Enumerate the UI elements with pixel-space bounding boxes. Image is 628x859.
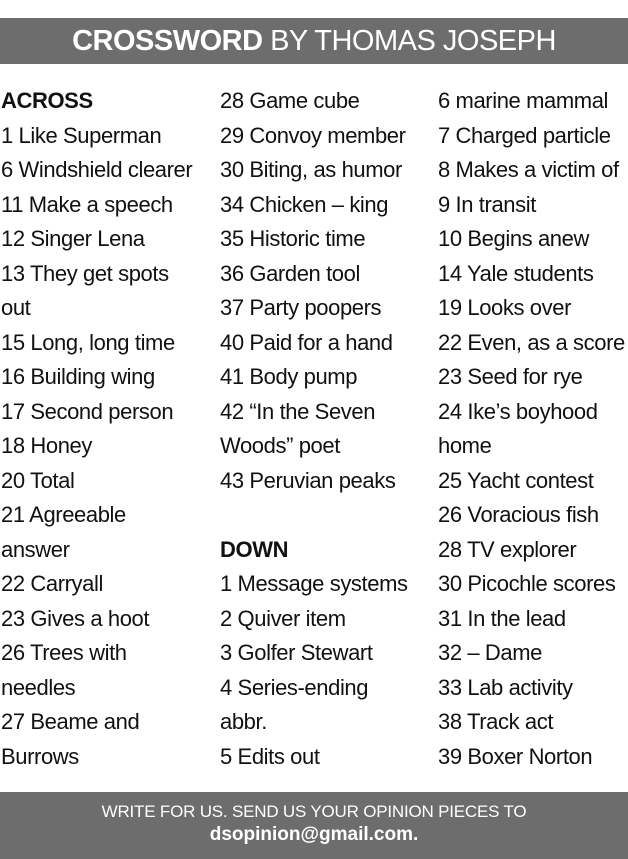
clue-line: 30 Biting, as humor xyxy=(220,157,402,182)
clue-line: 33 Lab activity xyxy=(438,674,573,700)
clues-column-2 xyxy=(220,84,432,774)
clue-line: Woods” poet xyxy=(220,433,340,458)
opinion-footer xyxy=(0,792,628,859)
clue-line: 28 TV explorer xyxy=(438,536,577,562)
clue-line: 8 Makes a victim of xyxy=(438,157,619,182)
down-clues-part-1 xyxy=(220,567,432,774)
clue-line: 9 In transit xyxy=(438,191,536,217)
clue-line: 26 Voracious fish xyxy=(438,502,599,527)
clue-line: 32 – Dame xyxy=(438,640,543,665)
clue-line: 17 Second person xyxy=(1,398,174,424)
clue-line: 23 Gives a hoot xyxy=(1,605,150,631)
clue-line: 20 Total xyxy=(1,467,75,493)
clue-line: home xyxy=(438,433,492,458)
down-clues-part-2 xyxy=(438,84,628,774)
section-spacer xyxy=(220,498,432,533)
across-clues-part-2 xyxy=(220,84,432,498)
crossword-header xyxy=(0,18,628,64)
clue-line: 15 Long, long time xyxy=(1,329,175,355)
clue-line: 12 Singer Lena xyxy=(1,226,145,251)
clue-line: 4 Series-ending xyxy=(220,674,369,700)
clue-line: 1 Like Superman xyxy=(1,122,162,148)
clue-line: needles xyxy=(1,674,76,700)
footer-invitation: WRITE FOR US. SEND US YOUR OPINION PIECES TO xyxy=(101,802,527,821)
clue-line: 7 Charged particle xyxy=(438,122,611,148)
header-title-bold: CROSSWORD xyxy=(72,25,263,57)
clue-line: 30 Picochle scores xyxy=(438,571,616,596)
clue-line: 6 marine mammal xyxy=(438,88,609,113)
clue-line: abbr. xyxy=(220,709,267,734)
clue-line: 11 Make a speech xyxy=(1,191,173,217)
clue-line: 28 Game cube xyxy=(220,88,360,113)
across-clues-part-1 xyxy=(1,119,213,775)
clue-line: 1 Message systems xyxy=(220,571,408,596)
clue-line: 14 Yale students xyxy=(438,260,594,286)
clue-line: 34 Chicken – king xyxy=(220,191,389,217)
clue-line: 19 Looks over xyxy=(438,295,571,320)
clue-line: 24 Ike’s boyhood xyxy=(438,398,598,424)
clue-line: 21 Agreeable xyxy=(1,502,126,527)
clue-line: out xyxy=(1,295,31,320)
down-heading: DOWN xyxy=(220,536,289,562)
clue-line: 26 Trees with xyxy=(1,640,127,665)
clue-line: 2 Quiver item xyxy=(220,605,346,631)
clue-line: 16 Building wing xyxy=(1,364,155,389)
clue-line: 39 Boxer Norton xyxy=(438,743,593,769)
clue-line: 18 Honey xyxy=(1,433,92,458)
clue-line: 23 Seed for rye xyxy=(438,364,583,389)
clue-line: 36 Garden tool xyxy=(220,260,360,286)
header-title-rest: BY THOMAS JOSEPH xyxy=(262,25,556,57)
clue-line: 25 Yacht contest xyxy=(438,467,594,493)
clue-line: 5 Edits out xyxy=(220,743,320,769)
clues-column-1 xyxy=(1,84,213,774)
clue-line: 29 Convoy member xyxy=(220,122,406,148)
clue-line: answer xyxy=(1,536,70,562)
clue-line: 22 Carryall xyxy=(1,571,103,596)
clue-line: 43 Peruvian peaks xyxy=(220,467,396,493)
clue-line: 42 “In the Seven xyxy=(220,398,376,424)
footer-email-link[interactable]: dsopinion@gmail.com. xyxy=(209,824,419,845)
clue-line: 35 Historic time xyxy=(220,226,366,251)
across-heading: ACROSS xyxy=(1,88,93,113)
clue-line: 40 Paid for a hand xyxy=(220,329,393,355)
clues-column-3 xyxy=(438,84,628,774)
clue-line: 37 Party poopers xyxy=(220,295,382,320)
clue-line: 13 They get spots xyxy=(1,260,169,286)
clue-line: Burrows xyxy=(1,743,79,769)
clue-line: 38 Track act xyxy=(438,709,554,734)
clue-line: 6 Windshield clearer xyxy=(1,157,193,182)
clue-line: 3 Golfer Stewart xyxy=(220,640,373,665)
clue-line: 41 Body pump xyxy=(220,364,358,389)
clue-line: 22 Even, as a score xyxy=(438,329,625,355)
clue-line: 10 Begins anew xyxy=(438,226,589,251)
clue-line: 27 Beame and xyxy=(1,709,140,734)
clue-line: 31 In the lead xyxy=(438,605,566,631)
